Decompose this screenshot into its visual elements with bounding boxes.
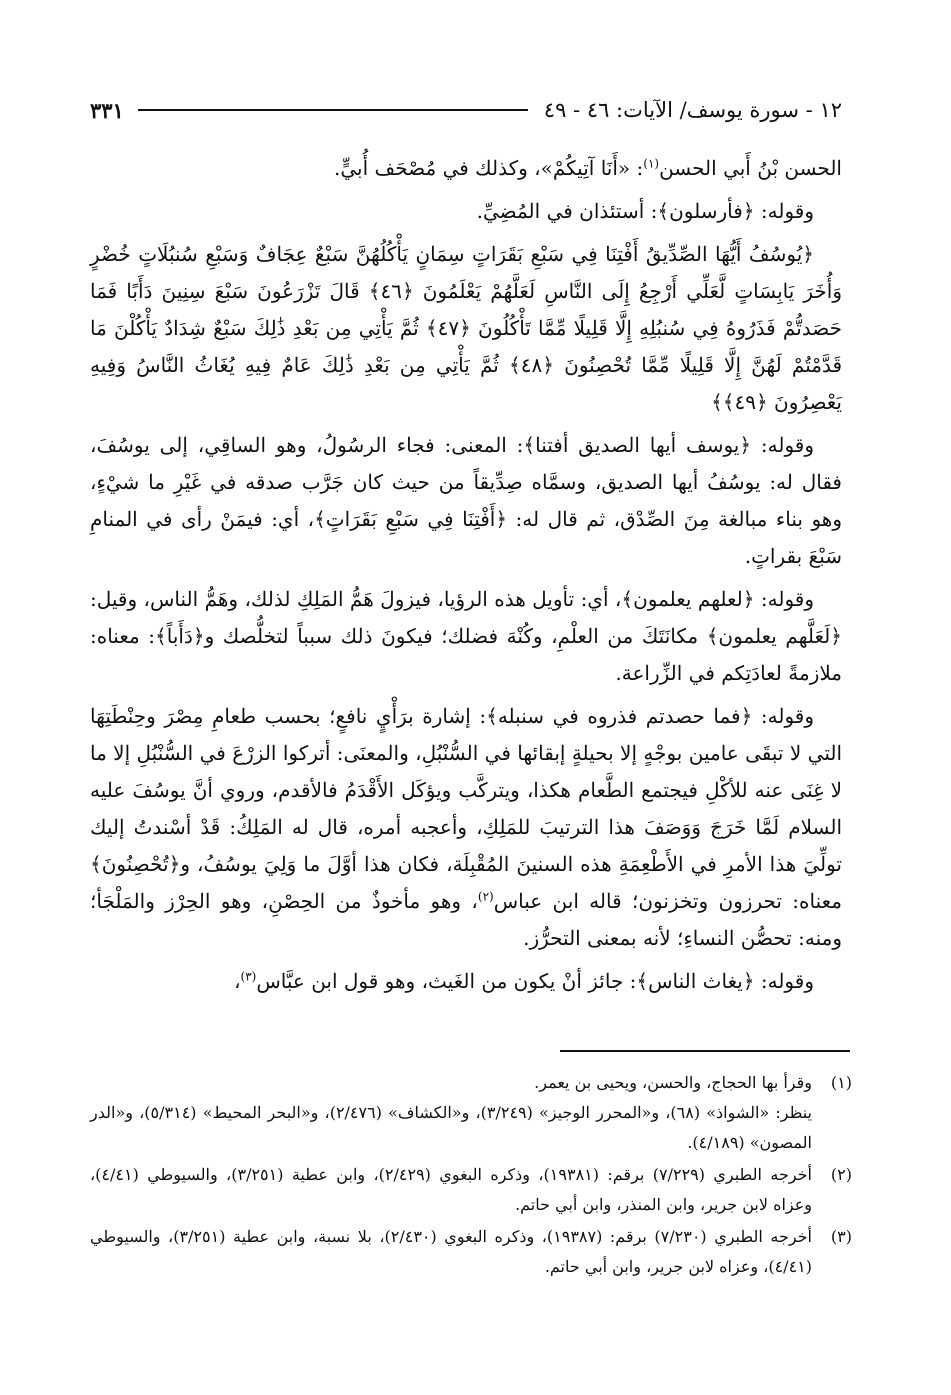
- footnote: [90, 1222, 852, 1282]
- quran-verse: ﴿يُوسُفُ أَيُّهَا الصِّدِّيقُ أَفْتِنَا فِي سَبْعِ بَقَرَاتٍ سِمَانٍ يَأْكُلُهُنَّ سَبْعٌ عِجَافٌ وَسَبْعِ سُنبُلَاتٍ خُضْرٍ وَأُخَرَ يَابِسَاتٍ لَّعَلِّي أَرْجِعُ إِلَى النَّاسِ لَعَلَّهُمْ يَعْلَمُونَ ﴿٤٦﴾ قَالَ تَزْرَعُونَ سَبْعَ سِنِينَ دَأَبًا فَمَا حَصَدتُّمْ فَذَرُوهُ فِي سُنبُلِهِ إِلَّا قَلِيلًا مِّمَّا تَأْكُلُونَ ﴿٤٧﴾ ثُمَّ يَأْتِي مِن بَعْدِ ذَٰلِكَ سَبْعٌ شِدَادٌ يَأْكُلْنَ مَا قَدَّمْتُمْ لَهُنَّ إِلَّا قَلِيلًا مِّمَّا تُحْصِنُونَ ﴿٤٨﴾ ثُمَّ يَأْتِي مِن بَعْدِ ذَٰلِكَ عَامٌ فِيهِ يُغَاثُ النَّاسُ وَفِيهِ يَعْصِرُونَ ﴿٤٩﴾﴾: [90, 242, 843, 414]
- footnote-ref: (٣): [240, 969, 257, 984]
- text-run: : «أَنَا آتِيكُمْ»، وكذلك في مُصْحَف أُبيٍّ.: [334, 156, 644, 180]
- footnote-separator: [560, 1050, 850, 1052]
- paragraph: وقوله: ﴿يوسف أيها الصديق أفتنا﴾: المعنى: فجاء الرسُولُ، وهو الساقِي، إلى يوسُفَ، فقال له: يوسُفُ أيها الصديق، وسمَّاه صِدِّيقاً من حيث كان جَرَّب صدقه في غَيْرِ ما شيْءٍ، وهو بناء مبالغة مِنَ الصِّدْق، ثم قال له: ﴿أَفْتِنَا فِي سَبْعِ بَقَرَاتٍ﴾، أي: فيمَنْ رأى في المنامِ سَبْعَ بقراتٍ.: [90, 433, 842, 568]
- text-run: وقوله: ﴿يغاث الناس﴾: جائز أنْ يكون من الغَيث، وهو قول ابن عبَّاس: [256, 969, 814, 993]
- footnote-number: (٢): [830, 1165, 852, 1184]
- paragraph: وقوله: ﴿فأرسلون﴾: أستئذان في المُضِيِّ.: [476, 199, 814, 223]
- text-run: ، وهو مأخوذٌ من الحِصْنِ، وهو الحِرْز والمَلْجَأ؛ ومنه: تحصُّن النساءِ؛ لأنه بمعنى التحرُّز.: [90, 889, 842, 950]
- page-number: ٣٣١: [90, 97, 124, 123]
- paragraph: وقوله: ﴿لعلهم يعلمون﴾، أي: تأويل هذه الرؤيا، فيزولَ هَمُّ المَلِكِ لذلك، وهَمُّ الناس، وقيل: ﴿لَعَلَّهم يعلمون﴾ مكانَتَكَ من العلْمِ، وكُنْهَ فضلك؛ فيكونَ ذلك سبباً لتخلُّصك و﴿دَأَباً﴾: معناه: ملازمةً لعادَتِكم في الزِّراعة.: [90, 587, 842, 685]
- header-rule: [138, 109, 528, 111]
- text-run: وقوله: ﴿فما حصدتم فذروه في سنبله﴾: إشارة برَأْيٍ نافعٍ؛ بحسب طعامِ مِصْرَ وحِنْطَتِهَا التي لا تبقَى عامين بوجْهٍ إلا بحيلةٍ إبقائها في السُّنْبُلِ، والمعنَى: أتركوا الزرْعَ في السُّنْبُلِ إلا ما لا غِنَى عنه للأكْلِ فيجتمع الطَّعام هكذا، ويترکَّب ويؤكَل الأَقْدَمُ فالأقدم، وروي أنَّ يوسُفَ عليه السلام لَمَّا خَرَجَ وَوَصَفَ هذا الترتيبَ للمَلِكِ، وأعجبه أمره، قال له المَلِكُ: قَدْ أسْندتُ إليك تولِّيَ هذا الأمرِ في الأَطْعِمَةِ هذه السنينَ المُقْبِلَة، فكان هذا أوَّلَ ما وَلِيَ يوسُفُ، و﴿تُحْصِنُونَ﴾ معناه: تحرزون وتخزنون؛ قاله ابن عباس: [90, 704, 842, 913]
- footnote-line: ينظر: «الشواذ» (٦٨)، و«المحرر الوجيز» (٣/٢٤٩)، و«الكشاف» (٢/٤٧٦)، و«البحر المحيط» (٥/٣١٤)، و«الدر المصون» (٤/١٨٩).: [90, 1103, 813, 1152]
- footnote-ref: (١): [643, 156, 660, 171]
- footnote-body: [90, 1222, 812, 1282]
- footnote: [90, 1068, 852, 1158]
- text-run: الحسن بْنُ أَبي الحسن: [659, 156, 842, 180]
- footnote-line: أخرجه الطبري (٧/٢٢٩) برقم: (١٩٣٨١)، وذكره البغوي (٢/٤٢٩)، وابن عطية (٣/٢٥١)، والسيوطي (٤/٤١)، وعزاه لابن جرير، وابن المنذر، وابن أبي حاتم.: [90, 1165, 813, 1214]
- footnotes: [90, 1068, 852, 1284]
- footnote-number: (٣): [830, 1227, 852, 1246]
- footnote-body: [90, 1068, 812, 1158]
- footnote-line: أخرجه الطبري (٧/٢٣٠) برقم: (١٩٣٨٧)، وذكره البغوي (٢/٤٣٠)، بلا نسبة، وابن عطية (٣/٢٥١)، والسيوطي (٤/٤١)، وعزاه لابن جرير، وابن أبي حاتم.: [90, 1227, 813, 1276]
- footnote-line: وقرأ بها الحجاج، والحسن، ويحيى بن يعمر.: [534, 1073, 812, 1092]
- running-title: ١٢ - سورة يوسف/ الآيات: ٤٦ - ٤٩: [543, 98, 842, 122]
- footnote: [90, 1160, 852, 1220]
- footnote-number: (١): [830, 1073, 852, 1092]
- paragraph: [90, 150, 842, 187]
- text-run: ،: [234, 969, 241, 993]
- paragraph: [90, 698, 842, 957]
- main-text: [90, 150, 842, 1006]
- footnote-body: [90, 1160, 812, 1220]
- footnote-ref: (٢): [477, 889, 494, 904]
- paragraph: [90, 963, 842, 1000]
- page-header: [90, 90, 842, 130]
